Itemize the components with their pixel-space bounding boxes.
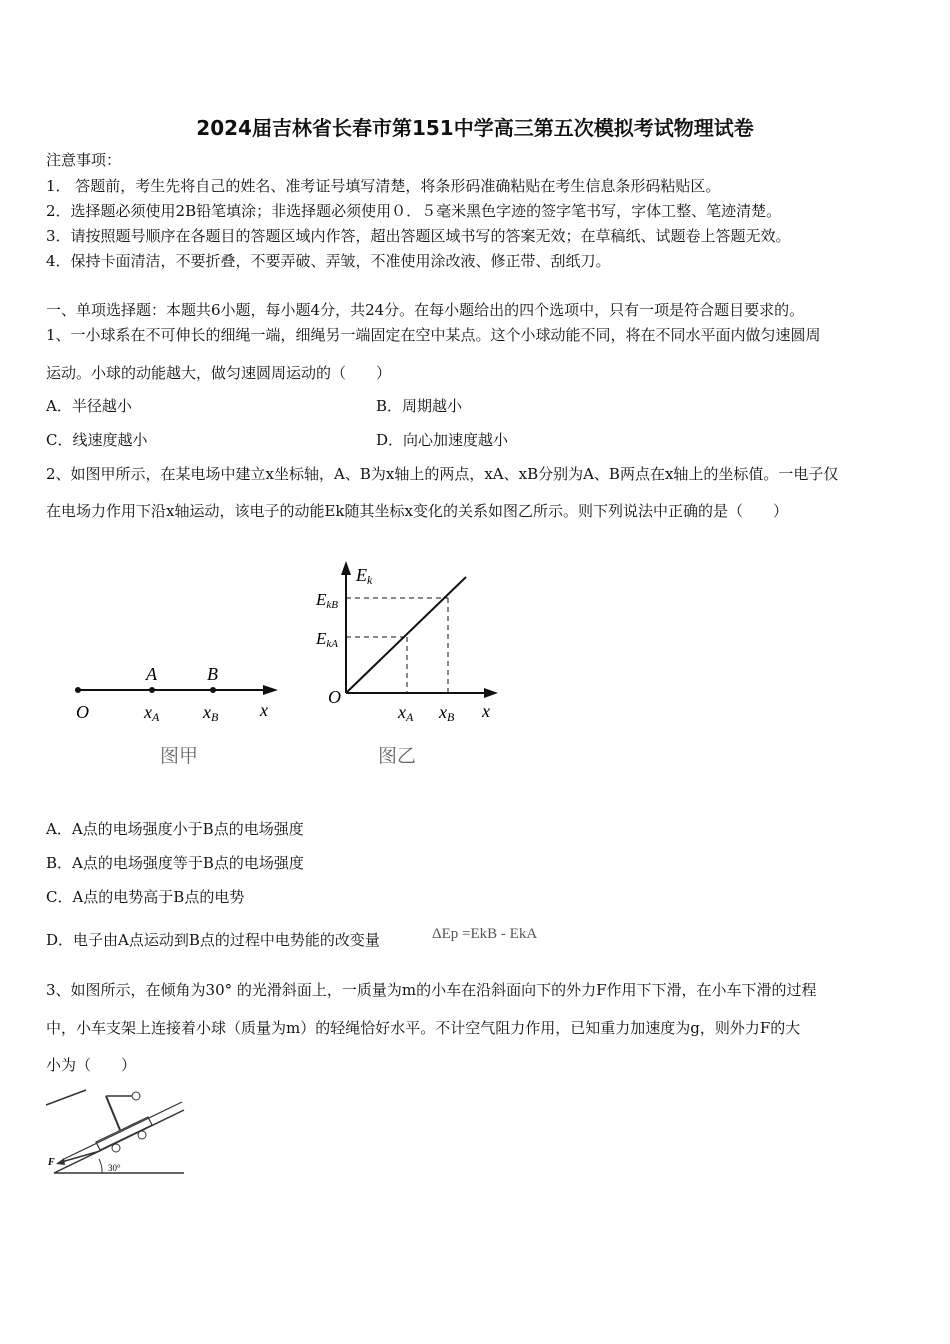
q3-stem: 3、如图所示，在倾角为30° 的光滑斜面上，一质量为m的小车在沿斜面向下的外力F作用下下滑，在小车下滑的过程 xyxy=(46,981,817,999)
label-angle: 30° xyxy=(108,1163,121,1173)
formula-delta-ep: ΔEp =EkB - EkA xyxy=(432,926,538,942)
q1-option-a: A．半径越小 xyxy=(46,397,132,415)
q2-option-a: A．A点的电场强度小于B点的电场强度 xyxy=(46,820,304,838)
label-eka: E xyxy=(316,629,327,648)
figure-incline-cart xyxy=(44,1085,189,1180)
label-xa: x xyxy=(144,702,152,722)
q1-option-d: D．向心加速度越小 xyxy=(376,431,509,449)
label-xa-sub: A xyxy=(406,710,414,724)
notice-item: 3．请按照题号顺序在各题目的答题区域内作答，超出答题区域书写的答案无效；在草稿纸、试题卷上答题无效。 xyxy=(46,227,791,245)
label-f: F xyxy=(48,1157,55,1168)
q1-stem: 运动。小球的动能越大，做匀速圆周运动的（ ） xyxy=(46,364,392,382)
svg-text:xA xyxy=(143,702,160,724)
label-x: x xyxy=(482,701,490,721)
q2-option-d: D．电子由A点运动到B点的过程中电势能的改变量 xyxy=(46,931,380,949)
q2-option-c: C．A点的电势高于B点的电势 xyxy=(46,888,245,906)
q1-stem: 1、一小球系在不可伸长的细绳一端，细绳另一端固定在空中某点。这个小球动能不同，将在不同水平面内做匀速圆周 xyxy=(46,326,821,344)
notice-item: 2．选择题必须使用2B铅笔填涂；非选择题必须使用０．５毫米黑色字迹的签字笔书写，字体工整、笔迹清楚。 xyxy=(46,202,782,220)
label-o: O xyxy=(328,687,341,707)
svg-text:EkA xyxy=(315,629,338,650)
label-o: O xyxy=(76,702,89,722)
q2-stem: 2、如图甲所示，在某电场中建立x坐标轴，A、B为x轴上的两点，xA、xB分别为A、B两点在x轴上的坐标值。一电子仅 xyxy=(46,465,839,483)
label-ek: E xyxy=(356,565,367,585)
label-b: B xyxy=(207,664,218,684)
notice-item: 4．保持卡面清洁，不要折叠，不要弄破、弄皱，不准使用涂改液、修正带、刮纸刀。 xyxy=(46,252,611,270)
svg-text:xB xyxy=(438,702,455,724)
q3-stem: 中，小车支架上连接着小球（质量为m）的轻绳恰好水平。不计空气阻力作用，已知重力加速度为g，则外力F的大 xyxy=(46,1019,801,1037)
label-xa: x xyxy=(398,702,406,722)
label-ekb: E xyxy=(316,590,327,609)
section-heading: 一、单项选择题：本题共6小题，每小题4分，共24分。在每小题给出的四个选项中，只有一项是符合题目要求的。 xyxy=(46,301,805,319)
caption-jia: 图甲 xyxy=(160,746,199,767)
q2-stem: 在电场力作用下沿x轴运动，该电子的动能Ek随其坐标x变化的关系如图乙所示。则下列说法中正确的是（ ） xyxy=(46,502,788,520)
figure-jia xyxy=(60,650,300,780)
page-title: 2024届吉林省长春市第151中学高三第五次模拟考试物理试卷 xyxy=(196,116,754,140)
label-xa-sub: A xyxy=(152,710,160,724)
notice-item: 1． 答题前，考生先将自己的姓名、准考证号填写清楚，将条形码准确粘贴在考生信息条形码粘贴区。 xyxy=(46,177,721,195)
q1-option-b: B．周期越小 xyxy=(376,397,463,415)
label-xb-sub: B xyxy=(447,710,455,724)
q3-stem: 小为（ ） xyxy=(46,1056,137,1074)
label-xb-sub: B xyxy=(211,710,219,724)
q2-option-b: B．A点的电场强度等于B点的电场强度 xyxy=(46,854,304,872)
label-xb: x xyxy=(439,702,447,722)
svg-text:xA xyxy=(397,702,414,724)
figure-yi xyxy=(310,555,510,780)
label-eka-sub: kA xyxy=(326,638,338,650)
svg-text:Ek xyxy=(355,565,373,587)
label-ek-sub: k xyxy=(367,573,373,587)
svg-text:EkB xyxy=(315,590,338,611)
svg-text:xB xyxy=(202,702,219,724)
label-x: x xyxy=(260,700,268,720)
q1-option-c: C．线速度越小 xyxy=(46,431,148,449)
label-a: A xyxy=(146,664,157,684)
caption-yi: 图乙 xyxy=(378,746,417,767)
label-ekb-sub: kB xyxy=(326,599,338,611)
label-xb: x xyxy=(203,702,211,722)
notice-heading: 注意事项： xyxy=(46,151,122,169)
